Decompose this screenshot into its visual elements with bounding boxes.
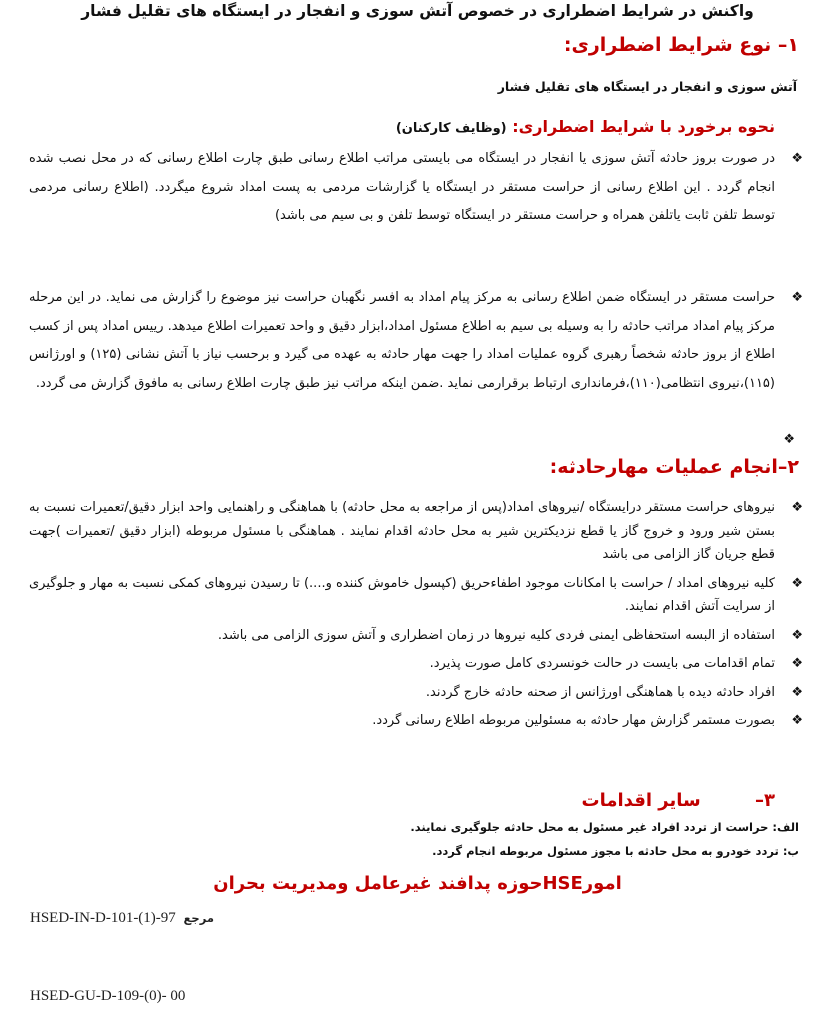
bullet-icon: ❖ xyxy=(791,290,803,305)
list-item-text: نیروهای حراست مستقر درایستگاه /نیروهای امداد(پس از مراجعه به محل حادثه) با هماهنگی و راهنمایی واحد ابزار دقیق/تعمیرات نسبت به بستن شیر ورود و خروج گاز یا قطع نزدیکترین شیر به محل حادثه اقدام نمایند . هماهنگی با مسئول مربوطه (ابزار دقیق /تعمیرات )جهت قطع جریان گاز الزامی می باشد xyxy=(29,500,775,562)
reference-code: HSED-IN-D-101-(1)-97 xyxy=(30,910,176,926)
handling-heading-text: نحوه برخورد با شرایط اضطراری: xyxy=(512,117,775,136)
list-item xyxy=(29,681,803,705)
list-item-text: افراد حادثه دیده با هماهنگی اورژانس از صحنه حادثه خارج گردند. xyxy=(425,684,775,700)
page-title: واکنش در شرایط اضطراری در خصوص آتش سوزی و انفجار در ایستگاه های تقلیل فشار xyxy=(81,2,754,20)
list-item xyxy=(29,624,803,648)
section2-list xyxy=(29,496,803,738)
handling-heading-note: (وظایف کارکنان) xyxy=(395,121,507,136)
section3-number: ۳– xyxy=(755,790,775,811)
reference-line xyxy=(30,910,214,927)
handling-paragraph-2 xyxy=(29,284,803,398)
paragraph-text: در صورت بروز حادثه آتش سوزی یا انفجار در ایستگاه می بایستی مراتب اطلاع رسانی طبق چارت اطلاع رسانی که در محل نصب شده انجام گردد . این اطلاع رسانی از حراست مستقر در ایستگاه یا گزارشات مردمی به پست امداد شروع میگردد. (اطلاع رسانی مردمی توسط تلفن ثابت یاتلفن همراه و حراست مستقر در ایستگاه توسط تلفن و بی سیم می باشد) xyxy=(29,151,775,223)
handling-heading xyxy=(396,117,775,136)
reference-label: مرجع xyxy=(183,911,214,925)
bullet-icon: ❖ xyxy=(791,500,803,515)
list-item-text: استفاده از البسه استحفاظی ایمنی فردی کلیه نیروها در زمان اضطراری و آتش سوزی الزامی می باشد. xyxy=(217,627,775,643)
list-item-text: کلیه نیروهای امداد / حراست با امکانات موجود اطفاءحریق (کپسول خاموش کننده و....) تا رسیدن نیروهای کمکی نسبت به مهار و جلوگیری از سرایت آتش اقدام نمایند. xyxy=(29,575,775,614)
section1-subtitle: آتش سوزی و انفجار در ایستگاه های تقلیل فشار xyxy=(497,79,797,94)
section1-heading: ۱– نوع شرایط اضطراری: xyxy=(563,34,799,56)
list-item xyxy=(29,572,803,619)
bullet-icon: ❖ xyxy=(791,151,803,166)
section2-heading: ۲–انجام عملیات مهارحادثه: xyxy=(549,456,799,478)
document-code: HSED-GU-D-109-(0)- 00 xyxy=(30,988,186,1004)
bullet-icon: ❖ xyxy=(791,656,803,671)
list-item xyxy=(29,496,803,567)
section3-line-a: الف: حراست از تردد افراد غیر مسئول به محل حادثه جلوگیری نمایند. xyxy=(410,820,799,834)
section3-heading-text: سایر اقدامات xyxy=(581,790,701,811)
list-item xyxy=(29,709,803,733)
list-item-text: تمام اقدامات می بایست در حالت خونسردی کامل صورت پذیرد. xyxy=(429,656,775,671)
footer-org: امورHSEحوزه پدافند غیرعامل ومدیریت بحران xyxy=(213,873,622,894)
bullet-icon: ❖ xyxy=(791,575,803,591)
bullet-icon: ❖ xyxy=(791,713,803,728)
section3-heading xyxy=(582,790,775,811)
list-item-text: بصورت مستمر گزارش مهار حادثه به مسئولین مربوطه اطلاع رسانی گردد. xyxy=(372,713,775,728)
empty-bullet: ❖ xyxy=(783,432,795,447)
section3-line-b: ب: تردد خودرو به محل حادثه با مجوز مسئول مربوطه انجام گردد. xyxy=(432,844,799,858)
paragraph-text: حراست مستقر در ایستگاه ضمن اطلاع رسانی به مرکز پیام امداد به افسر نگهبان حراست نیز موضوع را گزارش می نماید. در این مرحله مرکز پیام امداد مراتب حادثه را به وسیله بی سیم به اطلاع مسئول امداد،ابزار دقیق و واحد تعمیرات اطلاع میدهد. رییس امداد پس از کسب اطلاع از بروز حادثه شخصاً رهبری گروه عملیات امداد را جهت مهار حادثه به عهده می گیرد و برحسب نیاز با آتش نشانی (۱۲۵) و اورژانس (۱۱۵)،نیروی انتظامی(۱۱۰)،فرمانداری ارتباط برقرارمی نماید .ضمن اینکه مراتب نیز طبق چارت اطلاع رسانی به مافوق گزارش می گردد. xyxy=(29,290,775,391)
bullet-icon: ❖ xyxy=(791,627,803,643)
bullet-icon: ❖ xyxy=(791,684,803,700)
list-item xyxy=(29,652,803,676)
handling-paragraph-1 xyxy=(29,145,803,231)
